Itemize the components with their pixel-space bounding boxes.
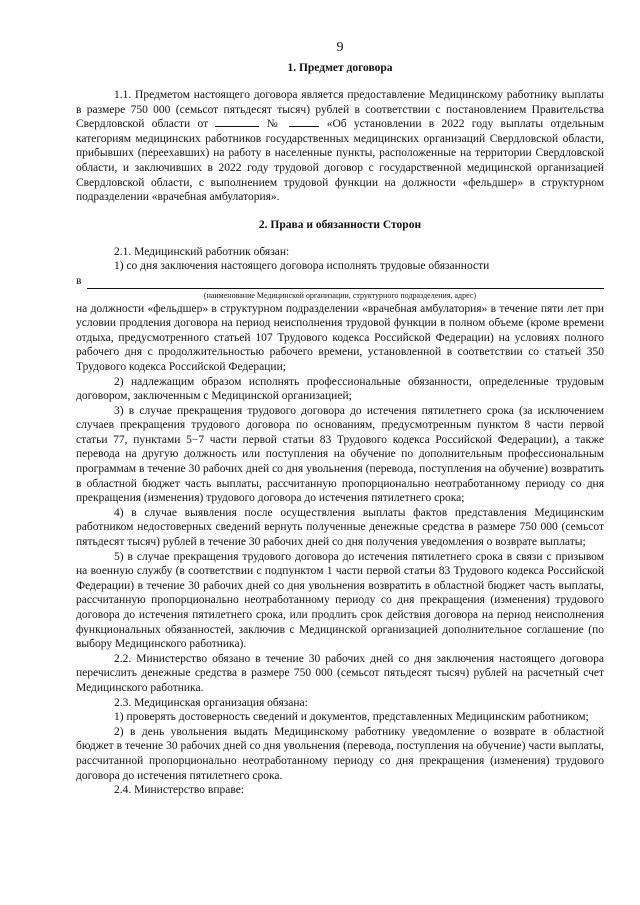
clause-2-3: 2.3. Медицинская организация обязана: <box>114 696 308 709</box>
clause-2-1-3: 3) в случае прекращения трудового договора до истечения пятилетнего срока (за исключением случаев прекращения трудового договора по основаниям, предусмотренным пунктом 8 части первой статьи 77, пунктами 5−7 части первой статьи 83 Трудового кодекса Российской Федерации), а также перевода на другую должность или поступления на обучение по дополнительным профессиональным программам в течение 30 рабочих дней со дня увольнения (перевода, поступления на обучение) возвратить в областной бюджет часть выплаты, рассчитанную пропорционально неотработанному периоду со дня прекращения (изменения) трудового договора до истечения пятилетнего срока; <box>76 404 604 505</box>
page-number: 9 <box>336 40 344 55</box>
number-sign: № <box>266 118 283 131</box>
section-1-title: 1. Предмет договора <box>287 62 393 74</box>
clause-2-1-2: 2) надлежащим образом исполнять профессиональные обязанности, определенные трудовым договором, заключенным с Медицинской организацией; <box>76 375 604 403</box>
clause-2-1-1-cont: на должности «фельдшер» в структурном подразделении «врачебная амбулатория» в течение пяти лет при условии продления договора на период неисполнения трудовой функции в полном объеме (кроме времени отдыха, предусмотренного статьей 107 Трудового кодекса Российской Федерации) на условиях полного рабочего дня с продолжительностью рабочего времени, установленной в соответствии со статьей 350 Трудового кодекса Российской Федерации; <box>76 302 604 373</box>
clause-2-3-2: 2) в день увольнения выдать Медицинскому работнику уведомление о возврате в областной бюджет в течение 30 рабочих дней со дня увольнения (перевода, поступления на обучение) части выплаты, рассчитанной пропорционально неотработанному периоду со дня прекращения (изменения) трудового договора до истечения пятилетнего срока. <box>76 725 604 782</box>
section-2-title: 2. Права и обязанности Сторон <box>258 218 422 231</box>
clause-2-4: 2.4. Министерство вправе: <box>114 784 245 797</box>
organization-prefix: в <box>76 274 82 287</box>
clause-1-1-part1: 1.1. Предметом настоящего договора является предоставление Медицинскому работнику выплаты в размере 750 000 (семьсот пятьдесят тысяч) рублей в соответствии с постановлением Правительства Свердловской области от <box>76 89 604 131</box>
clause-1-1 <box>76 88 604 205</box>
clause-2-1-4: 4) в случае выявления после осуществления выплаты фактов представления Медицинским работником недостоверных сведений вернуть полученные денежные средства в размере 750 000 (семьсот пятьдесят тысяч) рублей в течение 30 рабочих дней со дня получения уведомления о возврате выплаты; <box>76 506 604 549</box>
clause-2-3-1: 1) проверять достоверность сведений и документов, представленных Медицинским работником; <box>114 711 589 724</box>
clause-2-2: 2.2. Министерство обязано в течение 30 рабочих дней со дня заключения настоящего договора перечислить денежные средства в размере 750 000 (семьсот пятьдесят тысяч) рублей на расчетный счет Медицинского работника. <box>76 652 604 694</box>
organization-caption: (наименование Медицинской организации, структурного подразделения, адрес) <box>203 290 477 300</box>
clause-2-1-5: 5) в случае прекращения трудового договора до истечения пятилетнего срока в связи с призывом на военную службу (в соответствии с подпунктом 1 части первой статьи 83 Трудового кодекса Российской Федерации) в течение 30 рабочих дней со дня увольнения возвратить в областной бюджет часть выплаты, рассчитанную пропорционально неотработанному периоду со дня прекращения (изменения) трудового договора до истечения пятилетнего срока, или продлить срок действия договора на период неисполнения функциональных обязанностей, заключив с Медицинской организацией дополнительное соглашение (по выбору Медицинского работника). <box>76 550 604 651</box>
number-blank <box>289 117 319 127</box>
clause-2-1: 2.1. Медицинский работник обязан: <box>114 245 290 258</box>
clause-2-1-1-start: 1) со дня заключения настоящего договора исполнять трудовые обязанности <box>114 260 490 273</box>
organization-rule <box>87 278 604 289</box>
date-blank <box>215 117 259 127</box>
clause-1-1-part2: «Об установлении в 2022 году выплаты отдельным категориям медицинских работников государственных медицинских организаций Свердловской области, прибывших (переехавших) на работу в населенные пункты, расположенные на территории Свердловской области, и заключивших в 2022 году трудовой договор с государственной медицинской организацией Свердловской области, с выполнением трудовой функции на должности «фельдшер» в структурном подразделении «врачебная амбулатория». <box>76 118 605 204</box>
organization-blank-line <box>76 274 604 289</box>
